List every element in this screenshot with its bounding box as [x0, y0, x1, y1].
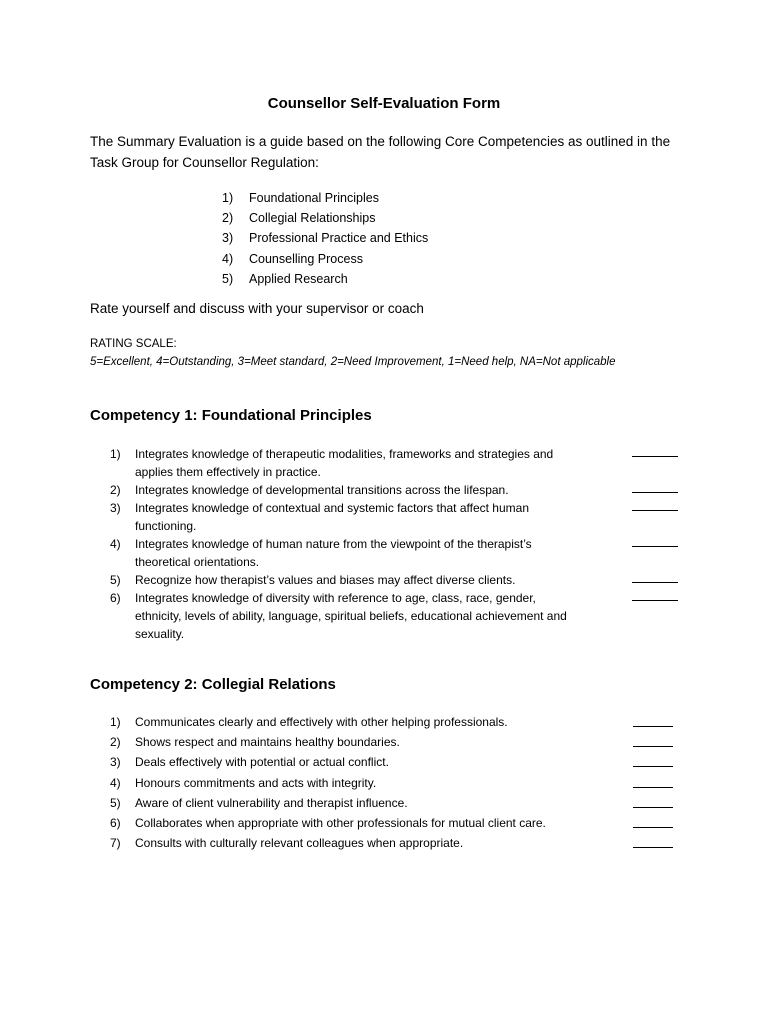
- item-number: 2): [110, 735, 121, 750]
- item-text: Shows respect and maintains healthy boundaries.: [135, 735, 400, 750]
- rating-blank[interactable]: [633, 834, 673, 848]
- rating-blank[interactable]: [632, 481, 678, 493]
- item-text: Integrates knowledge of therapeutic modalities, frameworks and strategies and applies them effectively in practice.: [135, 447, 554, 479]
- item-text: Deals effectively with potential or actual conflict.: [135, 755, 389, 770]
- item-text: Honours commitments and acts with integrity.: [135, 775, 377, 790]
- list-label: Counselling Process: [249, 251, 363, 266]
- rating-blank[interactable]: [633, 753, 673, 767]
- list-item: [222, 188, 428, 208]
- rating-blank[interactable]: [632, 535, 678, 547]
- list-item: [222, 249, 428, 269]
- table-row: [110, 733, 700, 753]
- item-text: Consults with culturally relevant colleagues when appropriate.: [135, 836, 464, 851]
- item-text: Integrates knowledge of human nature from the viewpoint of the therapist’s theoretical orientations.: [135, 537, 532, 569]
- competency-1-list: [110, 445, 700, 643]
- table-row: [110, 535, 700, 571]
- item-text: Integrates knowledge of developmental transitions across the lifespan.: [135, 483, 509, 497]
- rating-blank[interactable]: [632, 571, 678, 583]
- table-row: [110, 571, 700, 589]
- item-number: 2): [110, 483, 121, 497]
- table-row: [110, 794, 700, 814]
- list-number: 5): [222, 271, 234, 286]
- item-text: Collaborates when appropriate with other professionals for mutual client care.: [135, 815, 546, 830]
- rating-scale-label: RATING SCALE:: [90, 338, 177, 350]
- table-row: [110, 814, 700, 834]
- rating-blank[interactable]: [632, 445, 678, 457]
- core-competencies-list: [222, 188, 428, 289]
- item-number: 5): [110, 795, 121, 810]
- table-row: [110, 589, 700, 643]
- list-number: 1): [222, 191, 234, 205]
- table-row: [110, 499, 700, 535]
- list-item: [222, 269, 428, 289]
- table-row: [110, 834, 700, 854]
- item-text: Recognize how therapist’s values and biases may affect diverse clients.: [135, 573, 516, 587]
- item-number: 3): [110, 501, 121, 515]
- rating-blank[interactable]: [633, 713, 673, 727]
- list-label: Collegial Relationships: [249, 211, 376, 226]
- competency-2-heading: Competency 2: Collegial Relations: [90, 676, 336, 693]
- rating-blank[interactable]: [632, 589, 678, 601]
- list-number: 3): [222, 231, 234, 246]
- intro-paragraph: The Summary Evaluation is a guide based on the following Core Competencies as outlined in the Task Group for Counsellor Regulation:: [90, 134, 671, 170]
- list-number: 2): [222, 211, 234, 226]
- table-row: [110, 713, 700, 733]
- list-item: [222, 208, 428, 228]
- rating-blank[interactable]: [633, 733, 673, 747]
- rating-blank[interactable]: [632, 499, 678, 511]
- item-text: Aware of client vulnerability and therapist influence.: [135, 795, 408, 810]
- table-row: [110, 445, 700, 481]
- item-number: 6): [110, 815, 121, 830]
- competency-1-heading: Competency 1: Foundational Principles: [90, 407, 372, 424]
- item-text: Integrates knowledge of diversity with reference to age, class, race, gender, ethnicity, levels of ability, language, spiritual beliefs, educational achievement and sexuality.: [135, 591, 567, 641]
- rating-blank[interactable]: [633, 774, 673, 788]
- table-row: [110, 481, 700, 499]
- list-number: 4): [222, 251, 234, 266]
- table-row: [110, 774, 700, 794]
- list-item: [222, 228, 428, 248]
- item-number: 4): [110, 775, 121, 790]
- item-text: Integrates knowledge of contextual and systemic factors that affect human functioning.: [135, 501, 530, 533]
- rate-instruction: Rate yourself and discuss with your supervisor or coach: [90, 301, 424, 316]
- rating-blank[interactable]: [633, 794, 673, 808]
- item-number: 5): [110, 573, 121, 587]
- rating-blank[interactable]: [633, 814, 673, 828]
- list-label: Foundational Principles: [249, 191, 379, 205]
- list-label: Professional Practice and Ethics: [249, 231, 429, 246]
- item-number: 1): [110, 447, 121, 461]
- table-row: [110, 753, 700, 773]
- item-number: 7): [110, 836, 121, 851]
- item-number: 3): [110, 755, 121, 770]
- competency-2-list: [110, 713, 700, 854]
- item-number: 6): [110, 591, 121, 605]
- page-title: Counsellor Self-Evaluation Form: [267, 95, 501, 112]
- item-number: 4): [110, 537, 121, 551]
- rating-scale-text: 5=Excellent, 4=Outstanding, 3=Meet standard, 2=Need Improvement, 1=Need help, NA=Not applicable: [90, 356, 616, 368]
- item-text: Communicates clearly and effectively with other helping professionals.: [135, 715, 508, 729]
- item-number: 1): [110, 715, 121, 729]
- list-label: Applied Research: [249, 271, 348, 286]
